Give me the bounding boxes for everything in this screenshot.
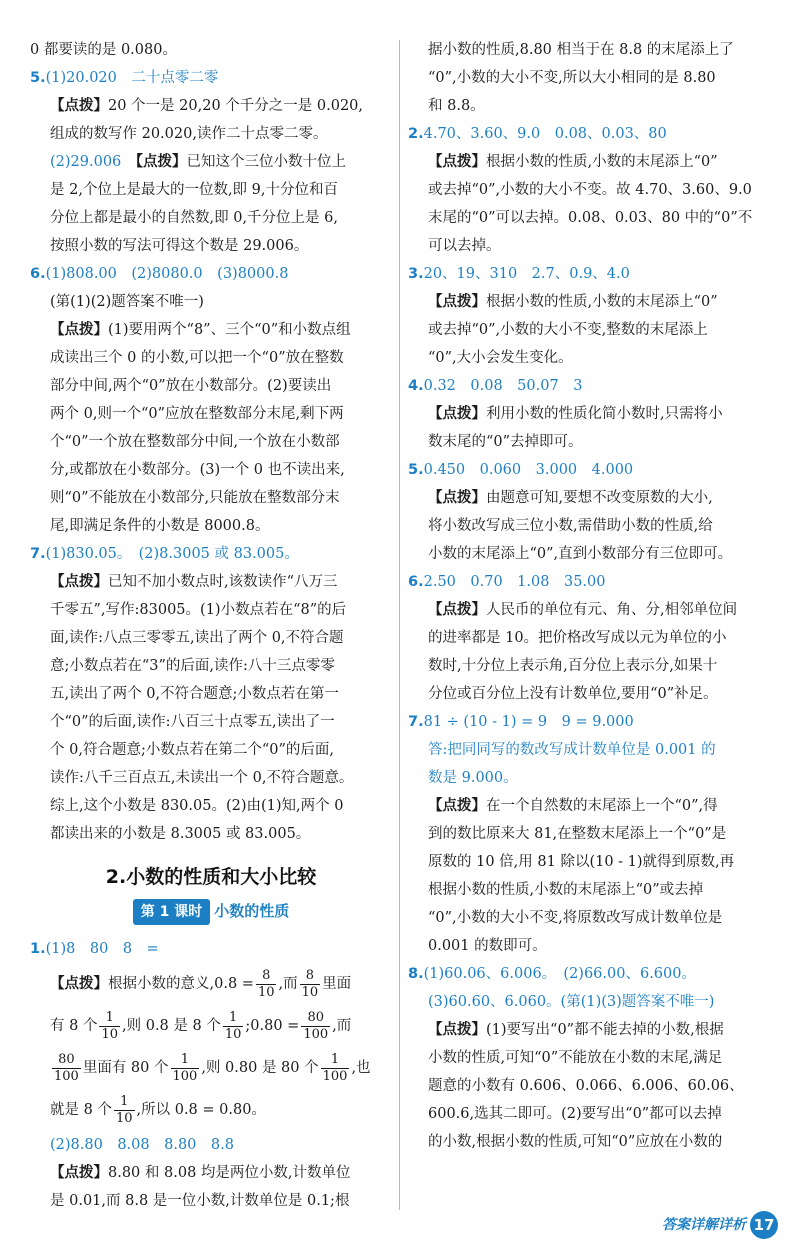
- question-8-answer-2: (3)60.60、6.060。(第(1)(3)题答案不唯一): [428, 994, 715, 1010]
- tip-line: 组成的数写作 20.020,读作二十点零二零。: [50, 126, 328, 142]
- question-1-answer-2: (2)8.80 8.08 8.80 8.8: [50, 1137, 234, 1153]
- right-column: [408, 36, 773, 1156]
- tip-line: 个“0”的后面,读作:八百三十点零五,读出了一: [50, 714, 335, 730]
- tip-line: 五,读出了两个 0,不符合题意;小数点若在第一: [50, 686, 339, 702]
- fraction: $\frac{1}{10}$: [115, 1093, 133, 1126]
- tip-line: 小数的性质,可知“0”不能放在小数的末尾,满足: [428, 1050, 723, 1066]
- text-line: 0 都要读的是 0.080。: [30, 42, 177, 58]
- question-3-answer: 3.20、19、310 2.7、0.9、4.0: [408, 266, 630, 282]
- tip-line: 则“0”不能放在小数部分,只能放在整数部分末: [50, 490, 340, 506]
- tip-line: 分位上都是最小的自然数,即 0,千分位上是 6,: [50, 210, 338, 226]
- tip-line: 数末尾的“0”去掉即可。: [428, 434, 583, 450]
- tip-line: 将小数改写成三位小数,需借助小数的性质,给: [428, 518, 713, 534]
- tip-line: 就是 8 个 $\frac{1}{10}$ ,所以 0.8 = 0.80。: [50, 1093, 266, 1126]
- tip-line: 小数的末尾添上“0”,直到小数部分有三位即可。: [428, 546, 733, 562]
- tip-line: 两个 0,则一个“0”应放在整数部分末尾,剩下两: [50, 406, 344, 422]
- tip-line: 0.001 的数即可。: [428, 938, 547, 954]
- fraction: $\frac{1}{10}$: [101, 1009, 118, 1042]
- question-2-answer: 2.4.70、3.60、9.0 0.08、0.03、80: [408, 126, 667, 142]
- tip-line: “0”,小数的大小不变,将原数改写成计数单位是: [428, 910, 723, 926]
- tip-line: 根据小数的性质,小数的末尾添上“0”或去掉: [428, 882, 704, 898]
- tip-line: 综上,这个小数是 830.05。(2)由(1)知,两个 0: [50, 798, 344, 814]
- column-divider: [399, 40, 400, 1210]
- tip-line: 【点拨】在一个自然数的末尾添上一个“0”,得: [428, 798, 718, 814]
- tip-line: 【点拨】(1)要用两个“8”、三个“0”和小数点组: [50, 322, 351, 338]
- tip-line: “0”,小数的大小不变,所以大小相同的是 8.80: [428, 70, 716, 86]
- note-line: (第(1)(2)题答案不唯一): [50, 294, 204, 310]
- tip-line: 都读出来的小数是 8.3005 或 83.005。: [50, 826, 311, 842]
- tip-line: 和 8.8。: [428, 98, 485, 114]
- question-7-answer: 7.81 ÷ (10 - 1) = 9 9 = 9.000: [408, 714, 634, 730]
- question-5-answer-1: 5.(1)20.020 二十点零二零: [30, 70, 219, 86]
- page-footer: [662, 1211, 778, 1239]
- lesson-badge: 第 1 课时: [133, 899, 211, 925]
- tip-line: 是 0.01,而 8.8 是一位小数,计数单位是 0.1;根: [50, 1193, 350, 1209]
- tip-line: 【点拨】(1)要写出“0”都不能去掉的小数,根据: [428, 1022, 724, 1038]
- tip-line: 【点拨】由题意可知,要想不改变原数的大小,: [428, 490, 713, 506]
- tip-line: $\frac{80}{100}$ 里面有 80 个 $\frac{1}{100}$ ,则 0.80 是 80 个 $\frac{1}{100}$ ,也: [54, 1051, 371, 1084]
- question-1-answer-1: 1.(1)8 80 8 =: [30, 941, 159, 957]
- tip-line: 【点拨】根据小数的性质,小数的末尾添上“0”: [428, 294, 718, 310]
- tip-line: 或去掉“0”,小数的大小不变。故 4.70、3.60、9.0: [428, 182, 752, 198]
- tip-line: 意;小数点若在“3”的后面,读作:八十三点零零: [50, 658, 335, 674]
- tip-line: 部分中间,两个“0”放在小数部分。(2)要读出: [50, 378, 332, 394]
- question-7-answer: 7.(1)830.05。 (2)8.3005 或 83.005。: [30, 546, 299, 562]
- question-4-answer: 4.0.32 0.08 50.07 3: [408, 378, 583, 394]
- question-5-answer: 5.0.450 0.060 3.000 4.000: [408, 462, 634, 478]
- lesson-name: 小数的性质: [214, 902, 290, 920]
- tip-line: 是 2,个位上是最大的一位数,即 9,十分位和百: [50, 182, 338, 198]
- tip-line: 分,或都放在小数部分。(3)一个 0 也不读出来,: [50, 462, 345, 478]
- fraction: $\frac{8}{10}$: [301, 967, 319, 1000]
- fraction: $\frac{80}{100}$: [303, 1009, 329, 1042]
- tip-line: 【点拨】根据小数的性质,小数的末尾添上“0”: [428, 154, 718, 170]
- tip-line: 题意的小数有 0.606、0.066、6.006、60.06、: [428, 1078, 744, 1094]
- tip-line: 千零五”,写作:83005。(1)小数点若在“8”的后: [50, 602, 347, 618]
- tip-line: 或去掉“0”,小数的大小不变,整数的末尾添上: [428, 322, 708, 338]
- tip-line: 的进率都是 10。把价格改写成以元为单位的小: [428, 630, 727, 646]
- tip-line: 【点拨】已知不加小数点时,该数读作“八万三: [50, 574, 338, 590]
- question-6-answer: 6.(1)808.00 (2)8080.0 (3)8000.8: [30, 266, 289, 282]
- footer-label: 答案详解详析: [662, 1217, 746, 1233]
- tip-line: 个 0,符合题意;小数点若在第二个“0”的后面,: [50, 742, 334, 758]
- left-column: [30, 36, 392, 1215]
- tip-line: 原数的 10 倍,用 81 除以(10 - 1)就得到原数,再: [428, 854, 735, 870]
- question-5-answer-2: (2)29.006 【点拨】已知这个三位小数十位上: [50, 154, 347, 170]
- fraction: $\frac{1}{100}$: [172, 1051, 198, 1084]
- tip-line: 分位或百分位上没有计数单位,要用“0”补足。: [428, 686, 718, 702]
- tip-line: 面,读作:八点三零零五,读出了两个 0,不符合题: [50, 630, 344, 646]
- fraction: $\frac{8}{10}$: [257, 967, 275, 1000]
- fraction: $\frac{1}{100}$: [322, 1051, 348, 1084]
- tip-line: 【点拨】8.80 和 8.08 均是两位小数,计数单位: [50, 1165, 351, 1181]
- fraction: $\frac{1}{10}$: [224, 1009, 242, 1042]
- tip-line: 末尾的“0”可以去掉。0.08、0.03、80 中的“0”不: [428, 210, 753, 226]
- tip-line: 按照小数的写法可得这个数是 29.006。: [50, 238, 309, 254]
- answer-statement: 数是 9.000。: [428, 770, 518, 786]
- tip-line: 尾,即满足条件的小数是 8000.8。: [50, 518, 270, 534]
- tip-line: 读作:八千三百点五,未读出一个 0,不符合题意。: [50, 770, 354, 786]
- tip-line: 数时,十分位上表示角,百分位上表示分,如果十: [428, 658, 718, 674]
- tip-line: “0”,大小会发生变化。: [428, 350, 573, 366]
- tip-line: 可以去掉。: [428, 238, 501, 254]
- tip-line: 600.6,选其二即可。(2)要写出“0”都可以去掉: [428, 1106, 722, 1122]
- tip-line: 成读出三个 0 的小数,可以把一个“0”放在整数: [50, 350, 344, 366]
- tip-line: 【点拨】人民币的单位有元、角、分,相邻单位间: [428, 602, 738, 618]
- tip-line: 据小数的性质,8.80 相当于在 8.8 的末尾添上了: [428, 42, 734, 58]
- tip-line: 有 8 个 $\frac{1}{10}$ ,则 0.8 是 8 个 $\frac{1}{10}$ ;0.80 = $\frac{80}{100}$ ,而: [50, 1009, 352, 1042]
- tip-line: 【点拨】根据小数的意义,0.8 = $\frac{8}{10}$ ,而 $\frac{8}{10}$ 里面: [50, 967, 352, 1000]
- question-8-answer-1: 8.(1)60.06、6.006。 (2)66.00、6.600。: [408, 966, 696, 982]
- lesson-header: [30, 898, 392, 925]
- page-number: 17: [750, 1211, 778, 1239]
- tip-line: 的小数,根据小数的性质,可知“0”应放在小数的: [428, 1134, 723, 1150]
- tip-line: 【点拨】利用小数的性质化简小数时,只需将小: [428, 406, 723, 422]
- answer-statement: 答:把同同写的数改写成计数单位是 0.001 的: [428, 742, 716, 758]
- fraction: $\frac{80}{100}$: [54, 1051, 79, 1084]
- question-6-answer: 6.2.50 0.70 1.08 35.00: [408, 574, 606, 590]
- tip-line: 到的数比原来大 81,在整数末尾添上一个“0”是: [428, 826, 727, 842]
- tip-line: 个“0”一个放在整数部分中间,一个放在小数部: [50, 434, 340, 450]
- section-title: 2.小数的性质和大小比较: [105, 866, 317, 888]
- tip-line: 【点拨】20 个一是 20,20 个千分之一是 0.020,: [50, 98, 364, 114]
